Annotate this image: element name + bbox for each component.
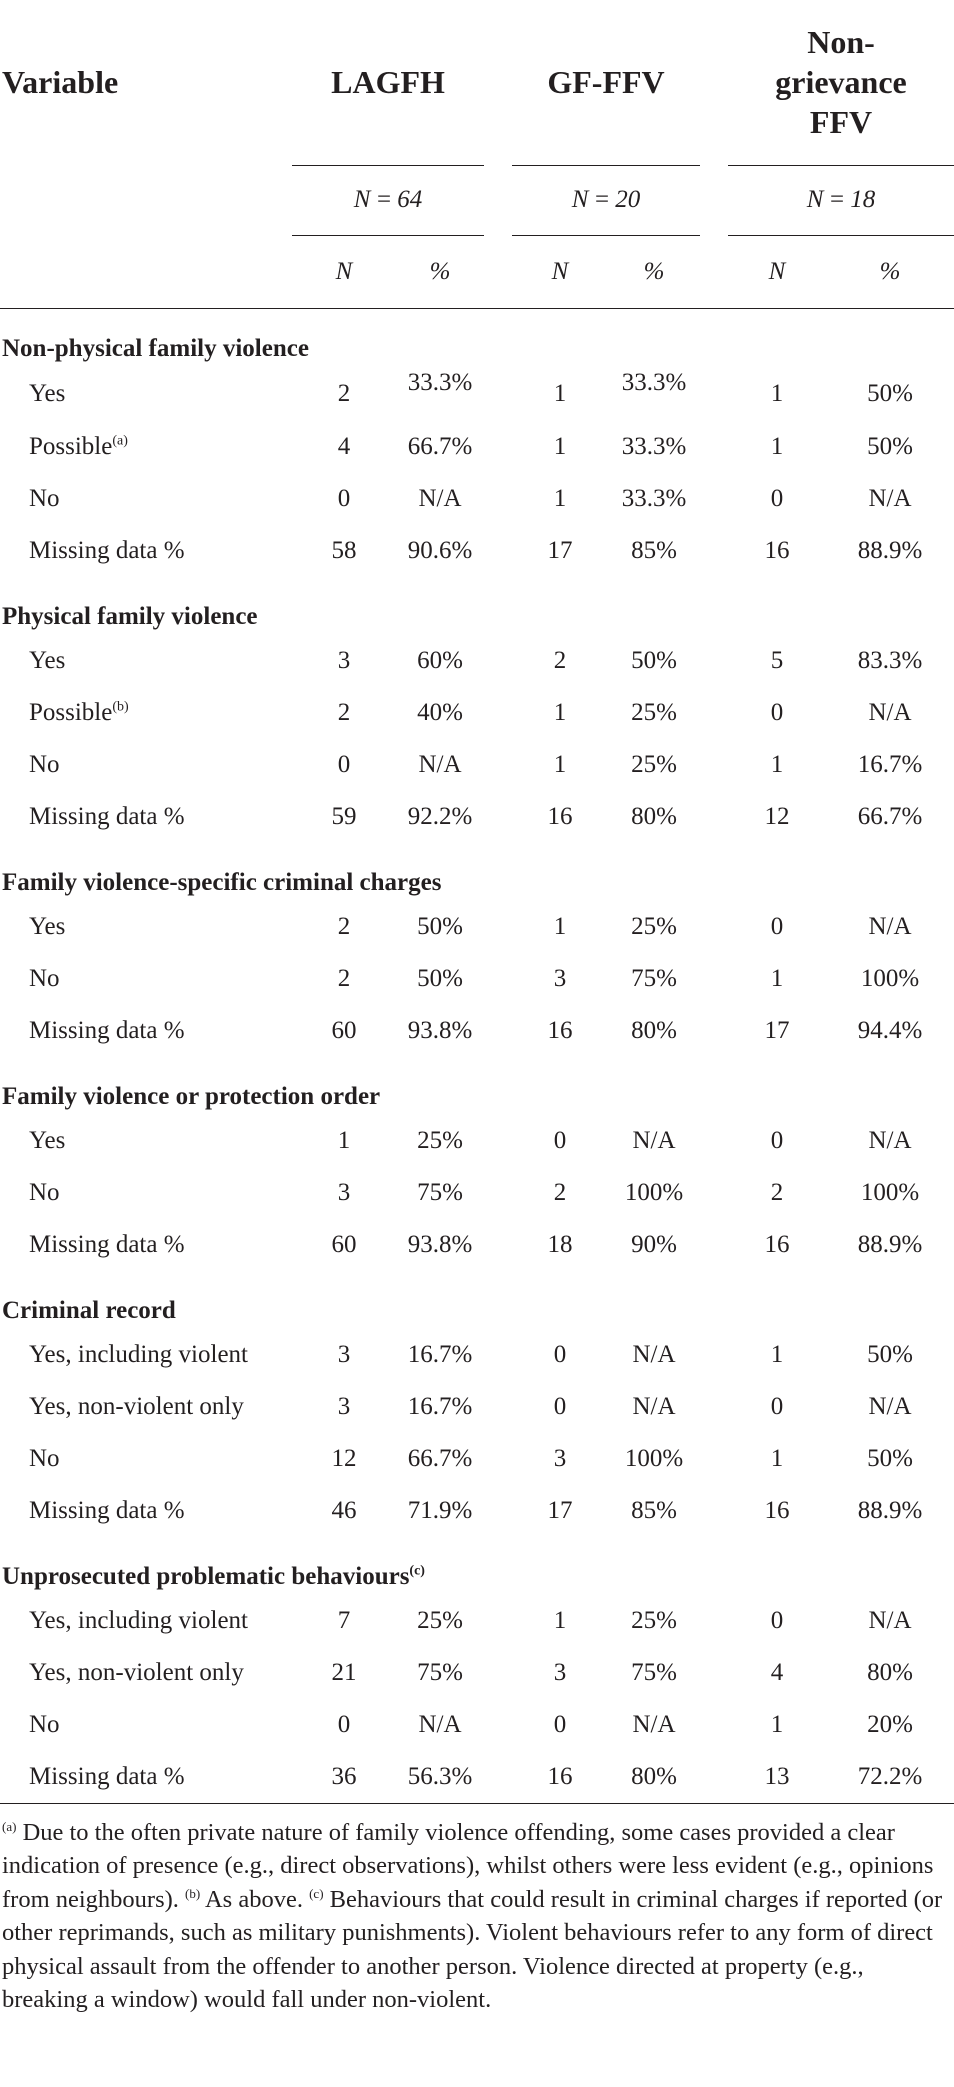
cell-pct: 80%: [608, 1751, 700, 1804]
cell-pct: 93.8%: [407, 1016, 473, 1044]
row-label: Missing data %: [29, 536, 185, 564]
cell-pct: 85%: [631, 1496, 677, 1524]
cell-n: 12: [764, 802, 790, 830]
cell-n: 5: [770, 646, 784, 674]
cell-pct: 56.3%: [396, 1751, 484, 1804]
cell-pct: 90.6%: [407, 536, 473, 564]
cell-pct: 66.7%: [407, 1444, 473, 1472]
cell-n: 1: [553, 432, 567, 460]
cell-pct: 33.3%: [407, 368, 473, 396]
table-row: [0, 635, 954, 687]
cell-pct: 75%: [631, 1658, 677, 1686]
cell-n: 2: [553, 1178, 567, 1206]
section-header: [0, 577, 954, 635]
cell-n: 1: [553, 379, 567, 407]
section-title: Physical family violence: [2, 602, 258, 630]
table-row: [0, 1219, 954, 1271]
table-row: [0, 473, 954, 525]
cell-pct: 88.9%: [857, 536, 923, 564]
cell-n: 1: [770, 379, 784, 407]
cell-n: 46: [331, 1496, 357, 1524]
row-label: No: [29, 1710, 60, 1738]
cell-pct: 16.7%: [857, 750, 923, 778]
cell-pct: 66.7%: [857, 802, 923, 830]
cell-n: 3: [337, 1392, 351, 1420]
cell-pct: 25%: [417, 1126, 463, 1154]
cell-n: 16: [547, 802, 573, 830]
col-n: N: [728, 235, 826, 308]
cell-pct: 75%: [631, 964, 677, 992]
cell-pct: 25%: [631, 912, 677, 940]
cell-n: 0: [337, 1710, 351, 1738]
cell-n: 16: [512, 1751, 608, 1804]
row-label: Yes: [29, 912, 66, 940]
variable-header: Variable: [2, 64, 119, 100]
cell-n: 17: [764, 1016, 790, 1044]
group-header-lagfh: LAGFH: [331, 64, 445, 101]
row-label: Missing data %: [29, 1016, 185, 1044]
section-header: [0, 1271, 954, 1329]
table-row: [0, 525, 954, 577]
cell-n: 3: [337, 1178, 351, 1206]
cell-n: 1: [770, 1340, 784, 1368]
cell-n: 0: [553, 1710, 567, 1738]
cell-pct: N/A: [868, 1126, 912, 1154]
cell-n: 2: [770, 1178, 784, 1206]
cell-n: 1: [770, 432, 784, 460]
cell-pct: 25%: [631, 750, 677, 778]
cell-pct: N/A: [632, 1340, 676, 1368]
cell-n: 1: [770, 750, 784, 778]
cell-n: 0: [770, 1606, 784, 1634]
row-label: Missing data %: [0, 1751, 292, 1804]
table-row: [0, 367, 954, 421]
row-label: Missing data %: [29, 1230, 185, 1258]
row-label: Possible$^{(a)}$: [29, 432, 128, 460]
table-row: [0, 687, 954, 739]
cell-n: 0: [553, 1126, 567, 1154]
cell-pct: 88.9%: [857, 1230, 923, 1258]
cell-pct: N/A: [632, 1126, 676, 1154]
group-header-gf-ffv: GF-FFV: [547, 64, 665, 101]
cell-n: 2: [553, 646, 567, 674]
table-row: [0, 1647, 954, 1699]
cell-n: 3: [337, 1340, 351, 1368]
col-pct: %: [826, 235, 954, 308]
table-row: [0, 1329, 954, 1381]
cell-pct: 40%: [417, 698, 463, 726]
footnote-marker: (c): [309, 1885, 324, 1901]
cell-n: 1: [770, 1710, 784, 1738]
cell-pct: 75%: [417, 1658, 463, 1686]
cell-pct: N/A: [418, 484, 462, 512]
cell-n: 3: [553, 1658, 567, 1686]
group-n-gf-ffv: N = 20: [512, 165, 700, 235]
col-n: N: [512, 235, 608, 308]
section-header: [0, 1057, 954, 1115]
section-title: Criminal record: [2, 1296, 176, 1324]
cell-n: 1: [553, 912, 567, 940]
row-label: No: [29, 1178, 60, 1206]
cell-n: 21: [331, 1658, 357, 1686]
cell-n: 1: [553, 484, 567, 512]
cell-pct: 20%: [867, 1710, 913, 1738]
cell-n: 0: [770, 698, 784, 726]
cell-n: 1: [553, 1606, 567, 1634]
cell-n: 1: [553, 750, 567, 778]
footnote-marker: (b): [112, 699, 129, 715]
cell-n: 16: [764, 1496, 790, 1524]
table-footnote: [0, 1816, 952, 2017]
cell-pct: 16.7%: [407, 1340, 473, 1368]
cell-n: 0: [770, 912, 784, 940]
cell-pct: 75%: [417, 1178, 463, 1206]
cell-n: 0: [770, 1126, 784, 1154]
cell-n: 4: [770, 1658, 784, 1686]
cell-pct: 90%: [631, 1230, 677, 1258]
section-header: [0, 1537, 954, 1595]
row-label: Yes, including violent: [29, 1340, 248, 1368]
footnote-marker: (a): [112, 433, 128, 449]
table-row: [0, 421, 954, 473]
cell-pct: N/A: [868, 912, 912, 940]
footnote-text: As above.: [200, 1885, 310, 1913]
cell-n: 0: [337, 750, 351, 778]
cell-pct: N/A: [868, 1392, 912, 1420]
row-label: Missing data %: [29, 1496, 185, 1524]
cell-n: 17: [547, 536, 573, 564]
footnote-marker: (c): [409, 1563, 425, 1579]
cell-pct: 88.9%: [857, 1496, 923, 1524]
cell-n: 2: [337, 379, 351, 407]
cell-n: 3: [553, 964, 567, 992]
row-label: No: [29, 964, 60, 992]
table-row: [0, 953, 954, 1005]
cell-pct: 50%: [867, 432, 913, 460]
footnote-text: Behaviours that could result in criminal charges if reported (or other reprimands, such as military punishments). Violent behaviours refer to any form of direct physical assault from the offender to another person. Violence directed at property (e.g., breaking a window) would fall under non-violent.: [2, 1885, 943, 2013]
cell-n: 2: [337, 964, 351, 992]
cell-pct: 25%: [631, 1606, 677, 1634]
cell-n: 1: [770, 1444, 784, 1472]
section-title: Non-physical family violence: [2, 334, 309, 362]
cell-pct: 80%: [631, 1016, 677, 1044]
footnote-text: Due to the often private nature of family violence offending, some cases provided a clear indication of presence (e.g., direct observations), whilst others were less evident (e.g., opinions from neighbours).: [2, 1818, 934, 1913]
cell-n: 58: [331, 536, 357, 564]
cell-n: 59: [331, 802, 357, 830]
cell-n: 2: [337, 698, 351, 726]
cell-pct: 93.8%: [407, 1230, 473, 1258]
cell-n: 16: [547, 1016, 573, 1044]
cell-n: 2: [337, 912, 351, 940]
row-label: Yes, non-violent only: [29, 1392, 244, 1420]
table-row: [0, 1005, 954, 1057]
table-row: [0, 1115, 954, 1167]
cell-n: 13: [728, 1751, 826, 1804]
footnote-marker: (a): [2, 1818, 17, 1834]
section-title: Family violence-specific criminal charges: [2, 868, 442, 896]
table-row: [0, 1167, 954, 1219]
cell-pct: N/A: [868, 698, 912, 726]
cell-n: 3: [553, 1444, 567, 1472]
cell-n: 1: [770, 964, 784, 992]
cell-pct: 25%: [417, 1606, 463, 1634]
cell-pct: 100%: [624, 1178, 684, 1206]
cell-pct: 50%: [867, 379, 913, 407]
cell-pct: 71.9%: [407, 1496, 473, 1524]
col-pct: %: [608, 235, 700, 308]
row-label: No: [29, 750, 60, 778]
cell-pct: 80%: [867, 1658, 913, 1686]
cell-n: 60: [331, 1230, 357, 1258]
section-title: Unprosecuted problematic behaviours$^{(c)}$: [2, 1562, 425, 1590]
row-label: Yes: [29, 379, 66, 407]
table-row: [0, 1485, 954, 1537]
cell-pct: 16.7%: [407, 1392, 473, 1420]
table-row: [0, 1381, 954, 1433]
table-row: [0, 1433, 954, 1485]
col-pct: %: [396, 235, 484, 308]
cell-pct: N/A: [418, 1710, 462, 1738]
table-header: [0, 0, 954, 308]
cell-pct: 50%: [417, 912, 463, 940]
row-label: Possible$^{(b)}$: [29, 698, 129, 726]
table-row: [0, 1751, 954, 1804]
cell-pct: 92.2%: [407, 802, 473, 830]
cell-pct: 100%: [860, 964, 920, 992]
cell-pct: 83.3%: [857, 646, 923, 674]
cell-pct: N/A: [868, 484, 912, 512]
table-row: [0, 1699, 954, 1751]
cell-n: 12: [331, 1444, 357, 1472]
cell-n: 60: [331, 1016, 357, 1044]
cell-pct: N/A: [632, 1710, 676, 1738]
section-header: [0, 308, 954, 367]
cell-pct: 33.3%: [621, 432, 687, 460]
section-title: Family violence or protection order: [2, 1082, 381, 1110]
cell-n: 16: [764, 1230, 790, 1258]
col-n: N: [292, 235, 396, 308]
cell-n: 1: [337, 1126, 351, 1154]
cell-n: 16: [764, 536, 790, 564]
cell-pct: 94.4%: [857, 1016, 923, 1044]
row-label: Yes: [29, 646, 66, 674]
cell-pct: 80%: [631, 802, 677, 830]
table-row: [0, 791, 954, 843]
cell-n: 17: [547, 1496, 573, 1524]
cell-n: 0: [770, 484, 784, 512]
cell-n: 4: [337, 432, 351, 460]
group-n-lagfh: N = 64: [292, 165, 484, 235]
table-row: [0, 739, 954, 791]
row-label: Missing data %: [29, 802, 185, 830]
cell-n: 18: [547, 1230, 573, 1258]
table-body: [0, 308, 954, 1803]
cell-pct: 66.7%: [407, 432, 473, 460]
cell-pct: 33.3%: [621, 484, 687, 512]
row-label: No: [29, 484, 60, 512]
row-label: Yes, non-violent only: [29, 1658, 244, 1686]
cell-pct: 72.2%: [826, 1751, 954, 1804]
table-row: [0, 901, 954, 953]
cell-pct: 33.3%: [621, 368, 687, 396]
group-header-non-grievance-ffv: Non- grievance FFV: [775, 24, 907, 141]
cell-pct: 100%: [624, 1444, 684, 1472]
cell-n: 7: [337, 1606, 351, 1634]
cell-pct: 50%: [417, 964, 463, 992]
cell-pct: N/A: [632, 1392, 676, 1420]
cell-n: 3: [337, 646, 351, 674]
cell-pct: N/A: [418, 750, 462, 778]
cell-pct: 85%: [631, 536, 677, 564]
row-label: Yes, including violent: [29, 1606, 248, 1634]
row-label: No: [29, 1444, 60, 1472]
group-n-non-grievance-ffv: N = 18: [728, 165, 954, 235]
cell-n: 0: [553, 1392, 567, 1420]
cell-n: 1: [553, 698, 567, 726]
cell-n: 0: [553, 1340, 567, 1368]
section-header: [0, 843, 954, 901]
cell-pct: 50%: [867, 1444, 913, 1472]
cell-pct: 50%: [867, 1340, 913, 1368]
row-label: Yes: [29, 1126, 66, 1154]
cell-n: 36: [292, 1751, 396, 1804]
cell-pct: 100%: [860, 1178, 920, 1206]
footnote-marker: (b): [185, 1885, 201, 1901]
cell-pct: 25%: [631, 698, 677, 726]
table-row: [0, 1595, 954, 1647]
cell-n: 0: [770, 1392, 784, 1420]
cell-pct: N/A: [868, 1606, 912, 1634]
cell-n: 0: [337, 484, 351, 512]
cell-pct: 60%: [417, 646, 463, 674]
cell-pct: 50%: [631, 646, 677, 674]
